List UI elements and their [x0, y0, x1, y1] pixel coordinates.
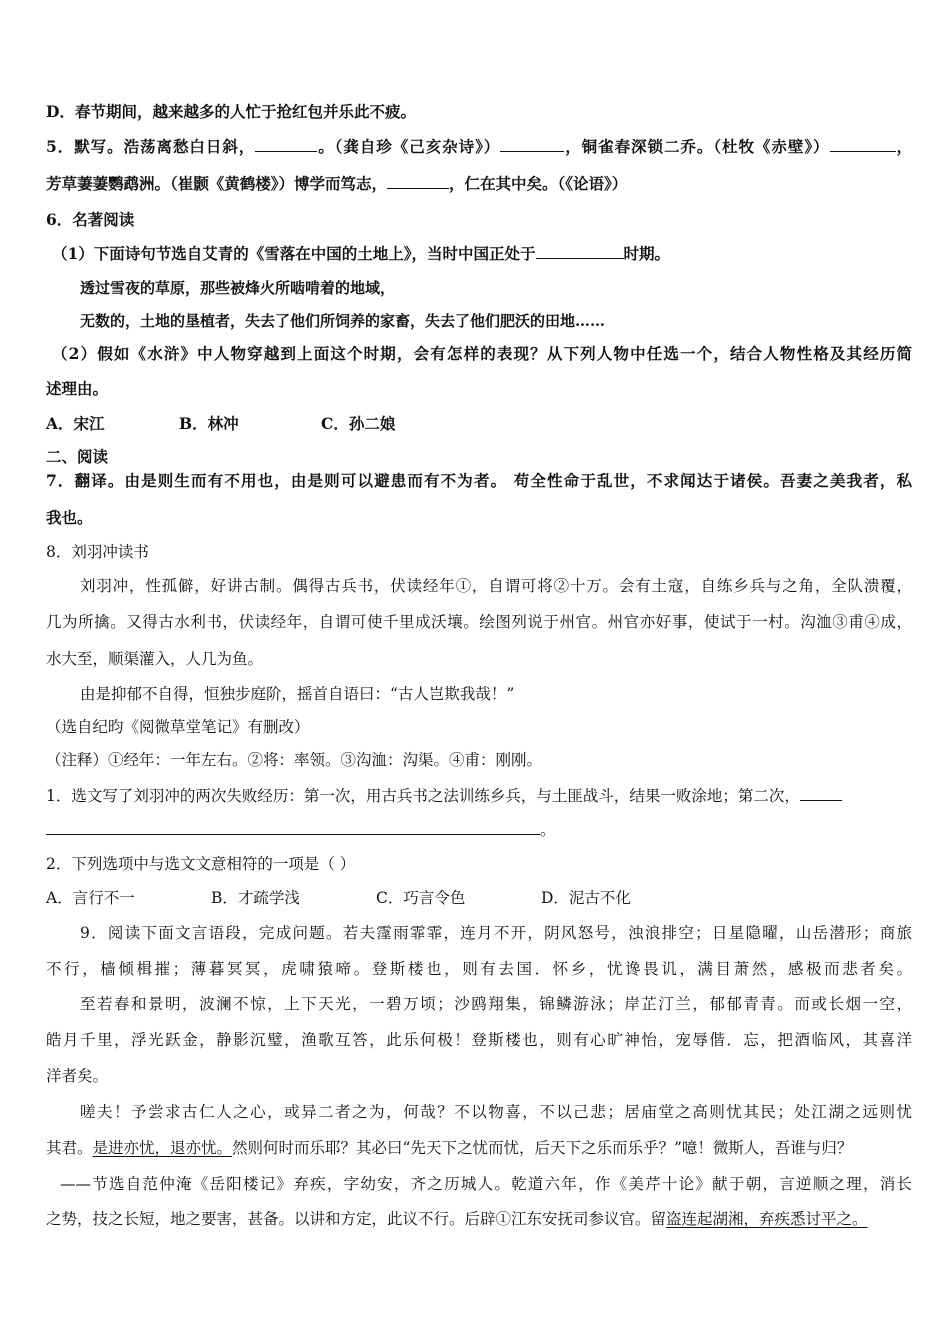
- poem-line-1: 透过雪夜的草原，那些被烽火所啮啃着的地域，: [80, 279, 396, 297]
- answer-blank[interactable]: [830, 137, 896, 152]
- sub-q1-text: 1．选文写了刘羽冲的两次失败经历：第一次，用古兵书之法训练乡兵，与土匪战斗，结果一败涂地；第二次，: [46, 787, 800, 805]
- passage-line-4: 由是抑郁不自得，恒独步庭阶，摇首自语曰：“古人岂欺我哉！”: [80, 685, 515, 703]
- q9-line-4: 皓月千里，浮光跃金，静影沉璧，渔歌互答，此乐何极！登斯楼也，则有心旷神怡，宠辱偕．忘，把酒临风，其喜洋: [46, 1031, 912, 1049]
- poem-line-2: 无数的，土地的垦植者，失去了他们所饲养的家畜，失去了他们肥沃的田地……: [80, 312, 606, 330]
- option-d-line: D．春节期间，越来越多的人忙于抢红包并乐此不疲。: [46, 102, 416, 121]
- answer-blank[interactable]: [46, 820, 540, 835]
- answer-blank[interactable]: [387, 174, 449, 189]
- q9-line-2: 不行，樯倾楫摧；薄暮冥冥，虎啸猿啼。登斯楼也，则有去国．怀乡，忧谗畏讥，满目萧然，感极而悲者矣。: [46, 960, 912, 978]
- answer-blank[interactable]: [500, 137, 564, 152]
- sub-q2-options: [46, 887, 912, 909]
- q5-text-e: 芳草萋萋鹦鹉洲。（崔颢《黄鹤楼》）博学而笃志，: [46, 174, 388, 193]
- option-d: D．泥古不化: [541, 889, 631, 907]
- q6-heading: 6．名著阅读: [46, 210, 135, 229]
- q9-text: 然则何时而乐耶？其必曰“先天下之忧而忧，后天下之乐而乐乎？”噫！微斯人，吾谁与归？: [232, 1139, 853, 1157]
- answer-blank[interactable]: [536, 244, 624, 259]
- q5-text-b: 。（龚自珍《己亥杂诗》）: [317, 137, 501, 156]
- passage-line-3: 水大至，顺渠灌入，人几为鱼。: [46, 650, 264, 668]
- option-a: A．言行不一: [46, 889, 135, 907]
- q9-line-5: 洋者矣。: [46, 1067, 109, 1085]
- q5-text-a: 5．默写。浩荡离愁白日斜，: [46, 137, 256, 156]
- q8-heading: 8．刘羽冲读书: [46, 543, 149, 561]
- sub-q1-line-2: [46, 819, 912, 841]
- section-reading: 二、阅读: [46, 447, 109, 466]
- q5-line-2: [46, 173, 912, 195]
- passage-line-2: 几为所擒。又得古水利书，伏读经年，自谓可使千里成沃壤。绘图列说于州官。州官亦好事，使试于一村。沟洫③甫④成，: [46, 613, 912, 631]
- q5-text-f: ，仁在其中矣。（《论语》）: [449, 174, 628, 193]
- option-a: A．宋江: [46, 414, 105, 433]
- passage-line-1: 刘羽冲，性孤僻，好讲古制。偶得古兵书，伏读经年①，自谓可将②十万。会有土寇，自练乡兵与之角，全队溃覆，: [80, 577, 912, 595]
- option-b: B．才疏学浅: [211, 889, 300, 907]
- q6-options: [46, 413, 912, 435]
- option-b: B．林冲: [179, 414, 239, 433]
- q6-2-line-2: 述理由。: [46, 379, 109, 398]
- answer-blank[interactable]: [255, 137, 317, 152]
- q5-text-c: ，铜雀春深锁二乔。（杜牧《赤壁》）: [564, 137, 830, 156]
- q7-line-1: 7．翻译。由是则生而有不用也，由是则可以避患而有不为者。 苟全性命于乱世，不求闻达于诸侯。吾妻之美我者，私: [46, 471, 912, 490]
- q9-line-9: [46, 1208, 912, 1230]
- passage-notes: （注释）①经年：一年左右。②将：率领。③沟洫：沟渠。④甫：刚刚。: [46, 751, 543, 769]
- q9-line-7: [46, 1137, 912, 1159]
- q9-text: 之势，技之长短，地之要害，甚备。以讲和方定，此议不行。后辟①江东安抚司参议官。留: [46, 1210, 667, 1228]
- q9-line-1: 9．阅读下面文言语段，完成问题。若夫霪雨霏霏，连月不开，阴风怒号，浊浪排空；日星隐曜，山岳潜形；商旅: [80, 924, 912, 942]
- q6-1-text: （1）下面诗句节选自艾青的《雪落在中国的土地上》，当时中国正处于: [52, 244, 536, 263]
- q6-1-tail: 时期。: [623, 244, 671, 263]
- sub-q1-line-1: [46, 785, 912, 807]
- q7-line-2: 我也。: [46, 508, 93, 527]
- option-c: C．孙二娘: [321, 414, 396, 433]
- option-c: C．巧言令色: [376, 889, 466, 907]
- q6-2-line-1: （2）假如《水浒》中人物穿越到上面这个时期，会有怎样的表现？从下列人物中任选一个，结合人物性格及其经历简: [52, 344, 912, 363]
- q5-text-d: ，: [895, 137, 912, 156]
- q9-line-6: 嗟夫！予尝求古仁人之心，或异二者之为，何哉？不以物喜，不以己悲；居庙堂之高则忧其民；处江湖之远则忧: [80, 1103, 912, 1121]
- q9-line-3: 至若春和景明，波澜不惊，上下天光，一碧万顷；沙鸥翔集，锦鳞游泳；岸芷汀兰，郁郁青青。而或长烟一空，: [80, 995, 912, 1013]
- q5-line-1: [46, 136, 912, 158]
- passage-source: （选自纪昀《阅微草堂笔记》有删改）: [46, 718, 310, 736]
- q9-text: 其君。: [46, 1139, 93, 1157]
- underlined-sentence: 是进亦忧，退亦忧。: [92, 1139, 233, 1157]
- answer-blank[interactable]: [800, 786, 842, 801]
- q6-1: [52, 243, 912, 265]
- sub-q1-tail: 。: [540, 821, 556, 839]
- sub-q2: 2．下列选项中与选文文意相符的一项是（ ）: [46, 855, 356, 873]
- underlined-sentence: 盗连起湖湘，弃疾悉讨平之。: [666, 1210, 868, 1228]
- q9-line-8: ——节选自范仲淹《岳阳楼记》弃疾，字幼安，齐之历城人。乾道六年，作《美芹十论》献于朝，言逆顺之理，消长: [60, 1175, 912, 1193]
